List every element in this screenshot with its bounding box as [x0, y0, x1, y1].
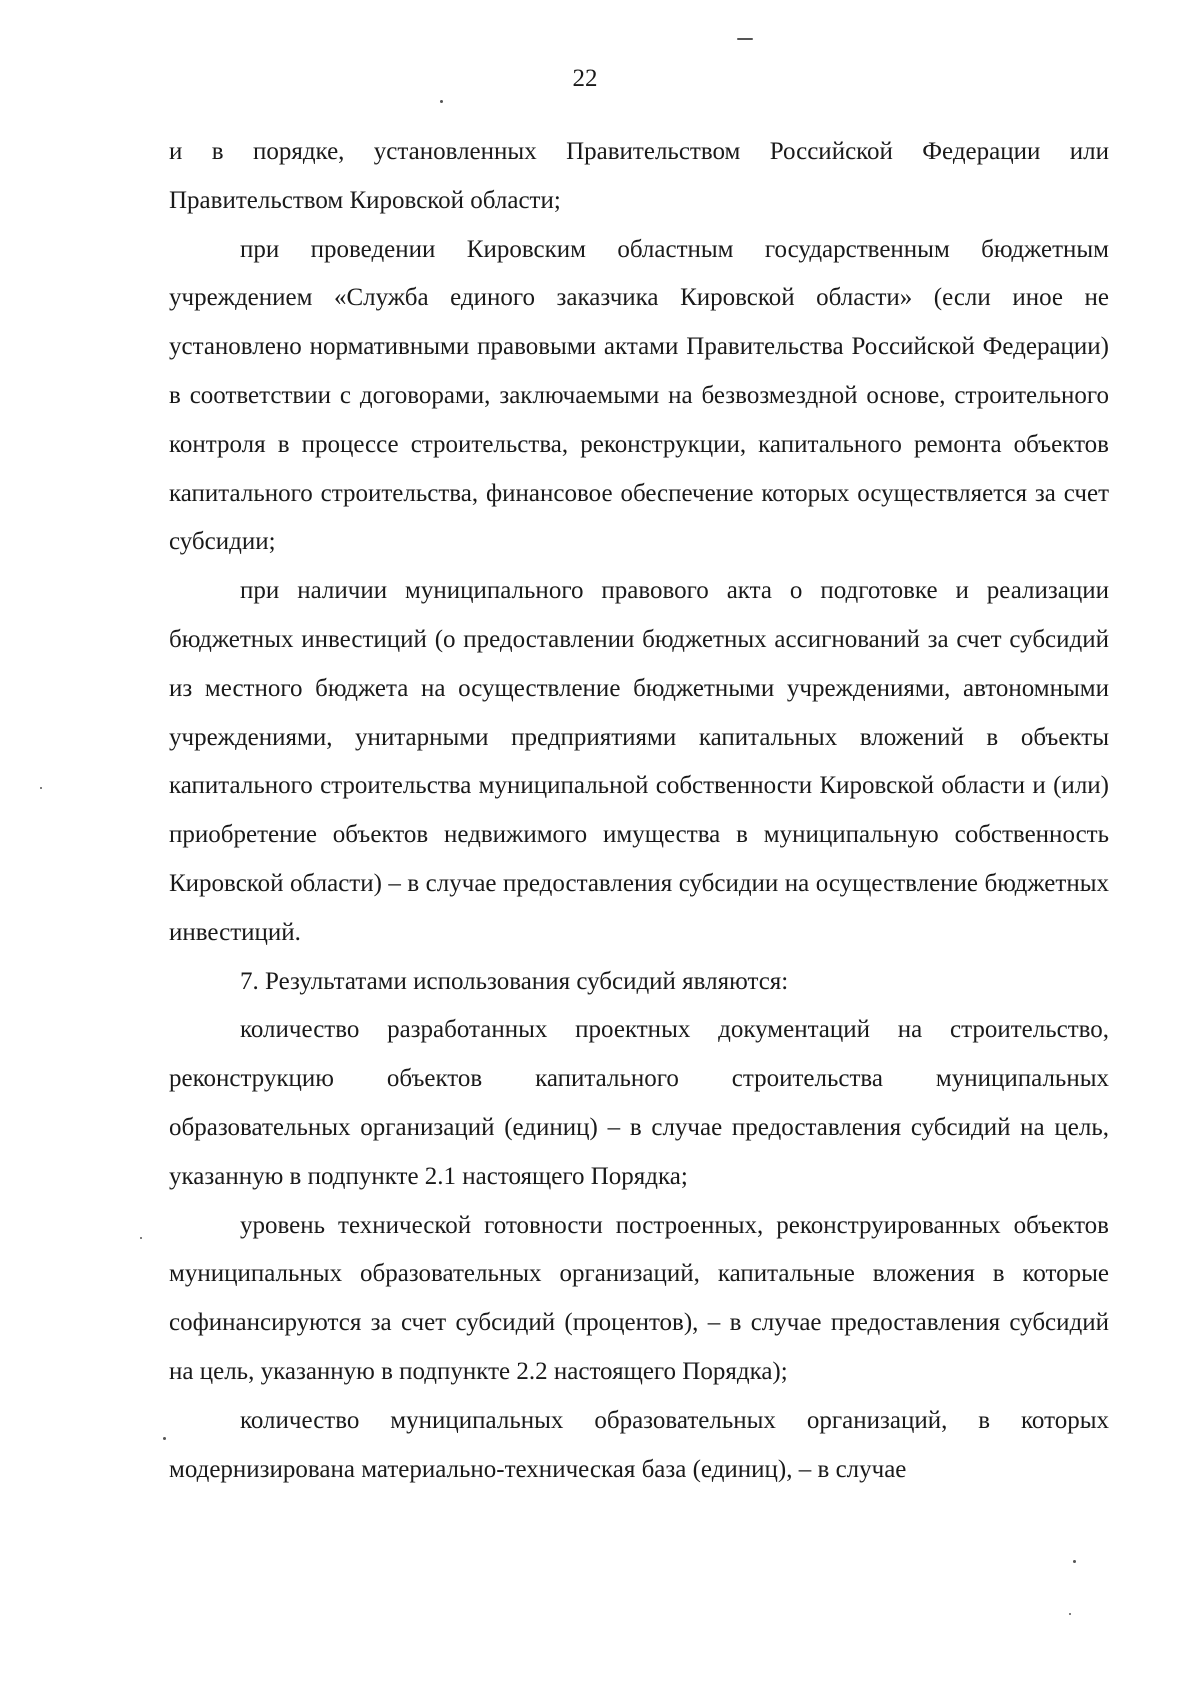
- paragraph-result-readiness: уровень технической готовности построенных, реконструированных объектов муниципальных образовательных организаций, капитальные вложения в которые софинансируются за счет субсидий (процентов), – в случае предоставления субсидий на цель, указанную в подпункте 2.2 настоящего Порядка);: [169, 1211, 1109, 1385]
- scan-speck: [1073, 1560, 1076, 1563]
- paragraph-section-7-heading: 7. Результатами использования субсидий являются:: [240, 967, 789, 995]
- document-body: [169, 128, 1109, 1494]
- paragraph-result-modernization: количество муниципальных образовательных организаций, в которых модернизирована материально-техническая база (единиц), – в случае: [169, 1406, 1109, 1483]
- scan-speck: [163, 1437, 166, 1440]
- page-number: 22: [572, 65, 598, 92]
- paragraph-result-design-docs: количество разработанных проектных документаций на строительство, реконструкцию объектов капитального строительства муниципальных образовательных организаций (единиц) – в случае предоставления субсидий на цель, указанную в подпункте 2.1 настоящего Порядка;: [169, 1016, 1109, 1190]
- scan-speck: [440, 100, 443, 103]
- scan-speck: [40, 787, 42, 789]
- scan-speck: [737, 38, 753, 40]
- paragraph-budget-investments: при наличии муниципального правового акта о подготовке и реализации бюджетных инвестиций (о предоставлении бюджетных ассигнований за счет субсидий из местного бюджета на осуществление бюджетными учреждениями, автономными учреждениями, унитарными предприятиями капитальных вложений в объекты капитального строительства муниципальной собственности Кировской области и (или) приобретение объектов недвижимого имущества в муниципальную собственность Кировской области) – в случае предоставления субсидии на осуществление бюджетных инвестиций.: [169, 577, 1109, 946]
- scan-speck: [140, 1237, 142, 1239]
- scan-speck: [1069, 1613, 1071, 1615]
- paragraph-continuation: и в порядке, установленных Правительством Российской Федерации или Правительством Кировской области;: [169, 138, 1109, 214]
- paragraph-construction-control: при проведении Кировским областным государственным бюджетным учреждением «Служба единого заказчика Кировской области» (если иное не установлено нормативными правовыми актами Правительства Российской Федерации) в соответствии с договорами, заключаемыми на безвозмездной основе, строительного контроля в процессе строительства, реконструкции, капитального ремонта объектов капитального строительства, финансовое обеспечение которых осуществляется за счет субсидии;: [169, 235, 1109, 556]
